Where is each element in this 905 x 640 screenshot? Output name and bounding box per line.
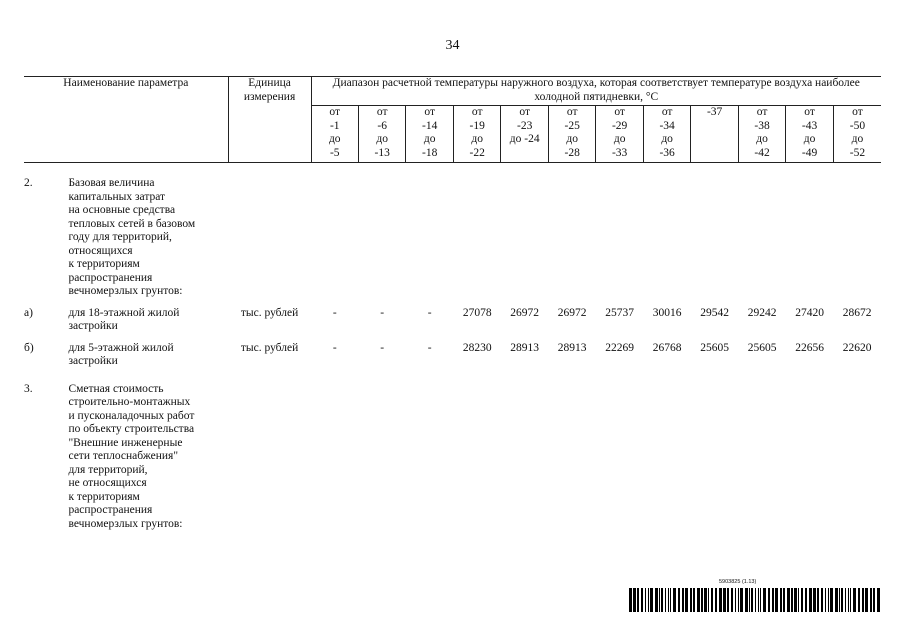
temp-range-line: -42	[754, 146, 770, 159]
value-cell: 26768	[652, 341, 682, 354]
temp-range-line: до -24	[509, 133, 540, 145]
value-cell: 28913	[557, 341, 587, 354]
row-number: а)	[24, 306, 33, 319]
value-cell: 28913	[510, 341, 540, 354]
temp-range-line: до	[566, 133, 578, 145]
temp-range-line: от	[424, 106, 436, 118]
temp-range-line: от	[376, 106, 388, 118]
temp-range-5	[501, 106, 548, 163]
value-cell: -	[332, 341, 337, 354]
row-number: 2.	[24, 177, 33, 189]
temp-range-line: от	[852, 106, 863, 118]
barcode-label: 5903825 (1.13)	[719, 579, 757, 585]
cost-table	[24, 76, 881, 531]
label-line: застройки	[68, 320, 118, 332]
temp-range-line: до	[328, 133, 341, 145]
label-line: капитальных затрат	[68, 190, 166, 203]
value-cell: 30016	[652, 306, 682, 319]
value-cell: -	[427, 341, 432, 354]
label-line: на основные средства	[68, 204, 176, 216]
temp-range-line: -22	[469, 146, 485, 159]
temp-range-11	[786, 106, 833, 163]
label-line: распространения	[68, 504, 153, 516]
document-barcode	[629, 579, 880, 613]
label-line: распространения	[68, 271, 153, 284]
label-line: и пусконаладочных работ	[68, 409, 195, 422]
temp-range-line: -52	[849, 146, 866, 159]
value-cell: 22656	[795, 341, 824, 354]
value-cell: 25737	[605, 306, 635, 319]
temp-range-line: -34	[659, 119, 675, 132]
temp-range-10	[738, 106, 785, 163]
temp-range-line: -36	[659, 146, 675, 159]
label-line: сети теплоснабжения"	[68, 450, 179, 462]
label-line: относящихся	[68, 244, 133, 257]
value-cell: 29542	[700, 306, 729, 319]
value-cell: 27078	[462, 306, 492, 319]
label-line: Сметная стоимость	[68, 382, 164, 395]
temp-range-line: -38	[754, 119, 770, 132]
value-cell: -	[380, 306, 385, 319]
temp-range-line: от	[471, 106, 483, 118]
temp-range-line: от	[661, 106, 673, 118]
temp-range-line: до	[471, 133, 483, 145]
temp-range-line: от	[614, 106, 625, 118]
row-label	[68, 369, 228, 532]
temp-range-line: до	[661, 133, 673, 145]
temp-range-2	[358, 106, 405, 163]
label-line: не относящихся	[68, 477, 147, 489]
temp-range-3	[406, 106, 453, 163]
row-label	[68, 334, 228, 369]
value-cell: -	[427, 306, 432, 319]
value-cell: 27420	[795, 306, 824, 319]
temp-range-line: -29	[611, 119, 628, 132]
temp-range-line: -1	[329, 119, 340, 132]
temp-range-line: до	[851, 133, 864, 145]
temp-range-line: -43	[801, 119, 818, 132]
label-line: к территориям	[68, 258, 140, 270]
label-line: вечномерзлых грунтов:	[68, 285, 183, 297]
temp-range-4	[453, 106, 500, 163]
row-number: 3.	[24, 382, 33, 395]
temp-range-line: -23	[517, 119, 533, 132]
temp-range-line: от	[329, 106, 341, 118]
value-cell: -	[332, 306, 337, 319]
temp-range-line: -28	[564, 146, 580, 159]
temp-range-line: до	[423, 133, 436, 145]
temp-range-6	[548, 106, 595, 163]
temp-range-line: -14	[422, 119, 438, 132]
value-cell: 25605	[747, 341, 777, 354]
label-line: застройки	[68, 355, 118, 367]
temp-range-1	[311, 106, 358, 163]
table-header	[24, 77, 881, 163]
temp-range-line: -19	[469, 119, 485, 132]
temp-range-line: -50	[849, 119, 866, 132]
temp-range-line: -6	[377, 119, 388, 132]
temp-range-line: -13	[374, 146, 390, 159]
section-2-row	[24, 163, 881, 299]
value-cell: 22620	[842, 341, 872, 354]
value-cell: -	[380, 341, 385, 354]
section-3-row	[24, 369, 881, 532]
value-cell: 26972	[557, 306, 587, 319]
label-line: для 18-этажной жилой	[68, 306, 180, 319]
row-label	[68, 163, 228, 299]
row-number: б)	[24, 341, 34, 354]
temp-range-line: -49	[801, 146, 818, 159]
value-cell: 25605	[700, 341, 729, 354]
temp-range-header: Диапазон расчетной температуры наружного воздуха, которая соответствует температуре воздуха наиболее холодной пятидневки, °С	[311, 77, 881, 106]
label-line: по объекту строительства	[68, 423, 195, 435]
temp-range-line: -33	[611, 146, 628, 159]
label-line: к территориям	[68, 490, 140, 503]
label-line: году для территорий,	[68, 231, 172, 243]
param-name-header: Наименование параметра	[24, 77, 228, 163]
label-line: тепловых сетей в базовом	[68, 217, 196, 230]
temp-range-9	[691, 106, 738, 163]
value-cell: 22269	[605, 341, 635, 354]
value-cell: 28230	[462, 341, 492, 354]
temp-range-line: от	[756, 106, 768, 118]
temp-range-12	[833, 106, 881, 163]
value-cell: 29242	[747, 306, 777, 319]
label-line: строительно-монтажных	[68, 396, 191, 408]
temp-range-line: от	[804, 106, 815, 118]
temp-range-line: от	[519, 106, 530, 118]
temp-range-line: до	[803, 133, 816, 145]
temp-range-line: -18	[422, 146, 438, 159]
temp-range-line: до	[756, 133, 768, 145]
unit-cell: тыс. рублей	[240, 341, 299, 354]
value-cell: 28672	[842, 306, 872, 319]
barcode-icon	[629, 588, 880, 612]
label-line: Базовая величина	[68, 177, 155, 189]
unit-header: Единица измерения	[228, 77, 311, 163]
temp-range-line: -5	[329, 146, 340, 159]
unit-cell: тыс. рублей	[240, 306, 299, 319]
temp-range-line: от	[566, 106, 578, 118]
temp-range-7	[596, 106, 643, 163]
row-label	[68, 299, 228, 334]
page-number: 34	[445, 38, 460, 53]
label-line: для территорий,	[68, 463, 148, 476]
label-line: вечномерзлых грунтов:	[68, 517, 183, 530]
table-row-5-floor	[24, 334, 881, 369]
temp-range-line: -25	[564, 119, 580, 132]
temp-range-line: до	[376, 133, 389, 145]
temp-range-line: до	[613, 133, 626, 145]
label-line: "Внешние инженерные	[68, 436, 183, 449]
temp-range-8	[643, 106, 690, 163]
value-cell: 26972	[510, 306, 540, 319]
temp-range-line: -37	[706, 106, 723, 118]
label-line: для 5-этажной жилой	[68, 341, 174, 354]
table-row-18-floor	[24, 299, 881, 334]
